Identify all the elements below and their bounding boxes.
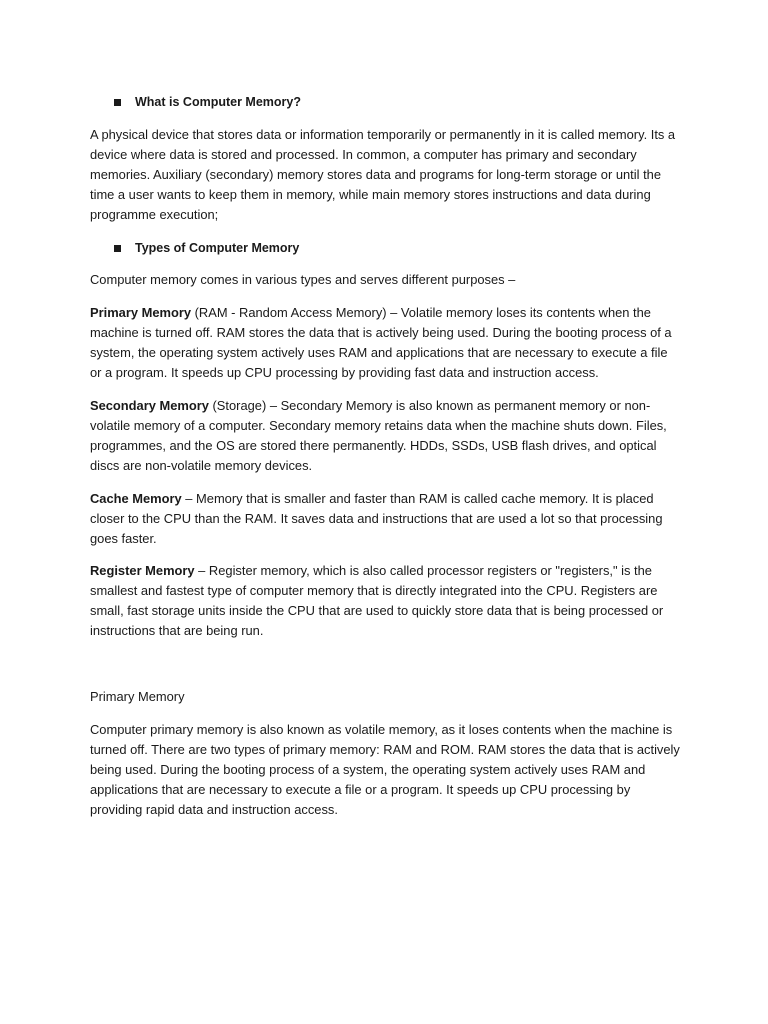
register-memory-paragraph <box>90 561 682 641</box>
heading-what-is-computer-memory <box>114 94 301 110</box>
secondary-memory-paragraph <box>90 396 682 476</box>
cache-memory-term: Cache Memory <box>90 491 182 506</box>
primary-memory-term: Primary Memory <box>90 305 192 320</box>
primary-memory-body-paragraph: Computer primary memory is also known as volatile memory, as it loses contents when the machine is turned off. There are two types of primary memory: RAM and ROM. RAM stores the data that is actively being used. During the booting process of a system, the operating system actively uses RAM and applications that are necessary to execute a file or a program. It speeds up CPU processing by providing rapid data and instruction access. <box>90 722 680 817</box>
cache-memory-paragraph <box>90 489 682 549</box>
square-bullet-icon <box>114 245 121 252</box>
heading-text: Types of Computer Memory <box>135 241 300 255</box>
secondary-memory-term: Secondary Memory <box>90 398 209 413</box>
types-intro-paragraph: Computer memory comes in various types and serves different purposes – <box>90 272 516 287</box>
primary-memory-paragraph <box>90 303 682 383</box>
register-memory-term: Register Memory <box>90 563 195 578</box>
heading-text: What is Computer Memory? <box>135 95 301 109</box>
what-is-paragraph: A physical device that stores data or information temporarily or permanently in it is called memory. Its a device where data is stored and processed. In common, a computer has primary and secondary memories. Auxiliary (secondary) memory stores data and programs for long-term storage or until the time a user wants to keep them in memory, while main memory stores instructions and data during programme execution; <box>90 127 676 222</box>
primary-memory-text: (RAM - Random Access Memory) – Volatile memory loses its contents when the machine is turned off. RAM stores the data that is actively being used. During the booting process of a system, the operating system actively uses RAM and applications that are necessary to execute a file or a program. It speeds up CPU processing by providing fast data and instruction access. <box>90 305 672 380</box>
register-memory-text: – Register memory, which is also called processor registers or "registers," is the smallest and fastest type of computer memory that is directly integrated into the CPU. Registers are small, fast storage units inside the CPU that are used to quickly store data that is being processed or instructions that are being run. <box>90 563 664 638</box>
square-bullet-icon <box>114 99 121 106</box>
primary-memory-title: Primary Memory <box>90 689 185 704</box>
cache-memory-text: – Memory that is smaller and faster than RAM is called cache memory. It is placed closer to the CPU than the RAM. It saves data and instructions that are used a lot so that processing goes faster. <box>90 491 663 546</box>
secondary-memory-text: (Storage) – Secondary Memory is also known as permanent memory or non-volatile memory of a computer. Secondary memory retains data when the machine shuts down. Files, programmes, and the OS are stored there permanently. HDDs, SSDs, USB flash drives, and optical discs are non-volatile memory devices. <box>90 398 667 473</box>
heading-types-of-computer-memory <box>114 240 299 256</box>
